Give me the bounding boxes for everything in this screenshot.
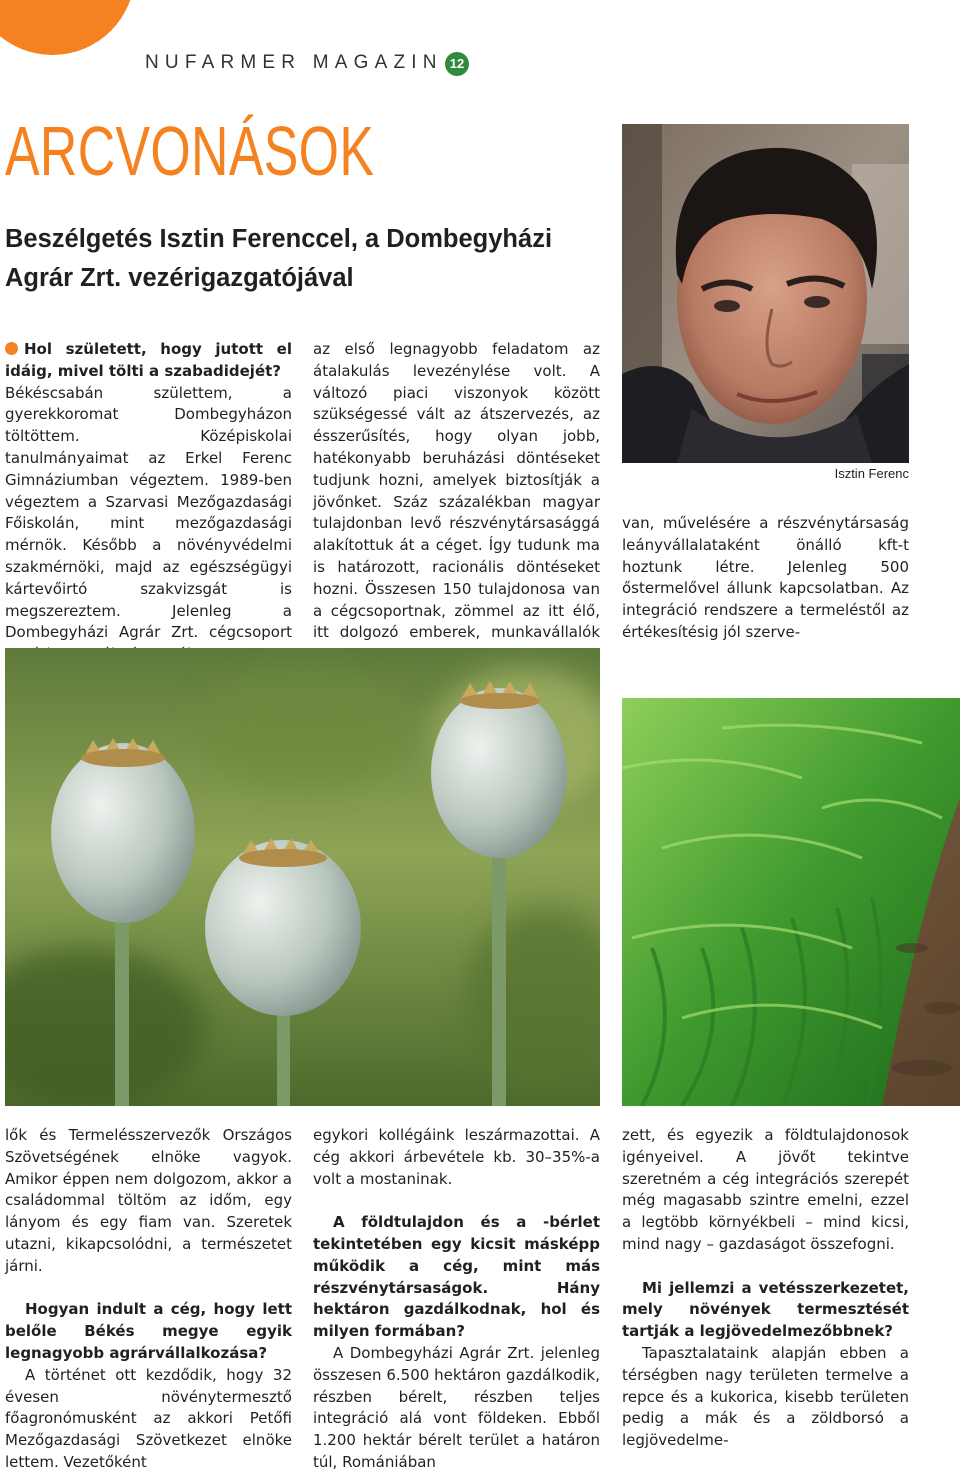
magazine-name: NUFARMER MAGAZIN [145, 52, 443, 73]
interview-answer: az első legnagyobb feladatom az átalakulás levezénylése volt. A változó piaci viszonyok között szükségessé vált az átszervezés, az ésszerűsítés, hogy olyan jobb, hatékonyabb beruházási döntéseket tudjunk hozni, amelyek biztosítják a jövőnket. Száz százalékban magyar tulajdonban levő részvénytársasággá alakítottuk át a céget. Így tudunk ma is határozott, racionális döntéseket hozni. Összesen 150 tulajdonosa van a cégcsoportnak, zömmel az itt élő, itt dolgozó emberek, munkavállalók [313, 340, 600, 642]
interview-question: Mi jellemzi a vetésszerkezetet, mely növények termesztését tartják a legjövedelmezőbbnek? [622, 1278, 909, 1341]
corn-field-photo [622, 648, 960, 1106]
article-title: ARCVONÁSOK [5, 112, 375, 190]
poppy-photo [5, 648, 600, 1106]
interview-answer: zett, és egyezik a földtulajdonosok igényeivel. A jövőt tekintve szeretném a cég integrációs szerepét még magasabb szintre emelni, ezzel a legtöbb környékbeli – mind kicsi, mind nagy – gazdaságot összefogni. [622, 1126, 909, 1253]
article-subtitle: Beszélgetés Isztin Ferenccel, a Dombegyházi Agrár Zrt. vezérigazgatójával [5, 225, 553, 292]
interview-question: A földtulajdon és a -bérlet tekintetében egy kicsit másképp működik a cég, mint más részvénytársaságok. Hány hektáron gazdálkodnak, hol és milyen formában? [313, 1213, 600, 1341]
bottom-column-3 [622, 1125, 909, 1452]
portrait-illustration [622, 124, 909, 463]
bottom-column-1 [5, 1125, 292, 1474]
interview-answer: Békéscsabán születtem, a gyerekkoromat Dombegyházon töltöttem. Középiskolai tanulmányaimat az Erkel Ferenc Gimnáziumban végeztem. 1989-ben végeztem a Szarvasi Mezőgazdasági Főiskolán, mint mezőgazdasági mérnök. Később a növényvédelmi szakmérnöki, majd az egészségügyi kártevőirtó szakvizsgát is megszereztem. Jelenleg a Dombegyházi Agrár Zrt. cégcsoport [5, 383, 292, 642]
interview-answer: van, művelésére a részvénytársaság leányvállalataként önálló kft-t hoztunk létre. Jelenleg 500 őstermelővel állunk kapcsolatban. Az integráció rendszere a termeléstől az értékesítésig jól szerve- [622, 514, 909, 641]
portrait-caption: Isztin Ferenc [834, 466, 909, 481]
interview-answer: A történet ott kezdődik, hogy 32 évesen növénytermesztő főagronómusként az akkori Petőfi Mezőgazdasági Szövetkezet elnöke lettem. Vezetőként [5, 1365, 292, 1471]
orange-corner-circle [0, 0, 135, 55]
top-column-2 [313, 339, 600, 666]
interview-question: Hogyan indult a cég, hogy lett belőle Békés megye egyik legnagyobb agrárvállalkozása? [5, 1300, 292, 1362]
portrait-photo [622, 124, 909, 463]
bottom-column-2 [313, 1125, 600, 1474]
corn-field-illustration [622, 648, 960, 1106]
page-number-badge: 12 [445, 52, 469, 76]
orange-bullet-icon [5, 342, 18, 355]
interview-answer: A Dombegyházi Agrár Zrt. jelenleg összesen 6.500 hektáron gazdálkodik, részben bérelt, részben teljes integráció alá vont földeken. Ebből 1.200 hektár bérelt terület a határon túl, Romániában [313, 1343, 600, 1471]
interview-answer: Tapasztalataink alapján ebben a térségben nagy területen termelve a repce és a kukorica, kisebb területen pedig a mák és a zöldborsó a legjövedelme- [622, 1343, 909, 1450]
top-column-1 [5, 339, 292, 666]
poppy-illustration [5, 648, 600, 1106]
top-column-3 [622, 513, 909, 644]
interview-question: Hol született, hogy jutott el idáig, mivel tölti a szabadidejét? [5, 340, 292, 380]
interview-answer: egykori kollégáink leszármazottai. A cég akkori árbevétele kb. 30–35%-a volt a mostaninak. [313, 1126, 600, 1188]
interview-answer: lők és Termelésszervezők Országos Szövetségének elnöke vagyok. Amikor éppen nem dolgozom, akkor a családommal töltöm az időm, egy lányom és egy fiam van. Szeretek utazni, kikapcsolódni, a természetet járni. [5, 1126, 292, 1275]
